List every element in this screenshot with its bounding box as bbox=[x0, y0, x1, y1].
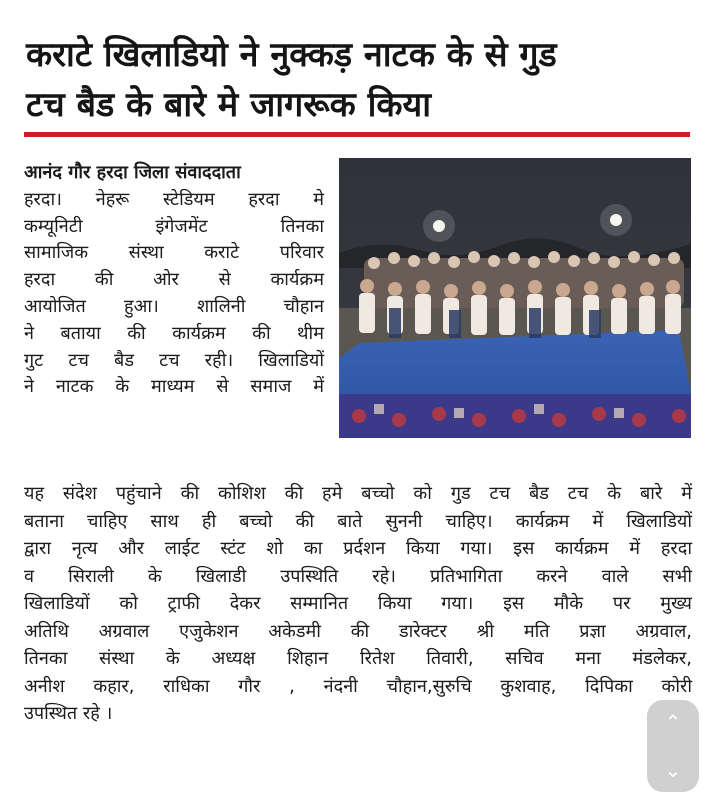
body-line: अनीश कहार, राधिका गौर , नंदनी चौहान,सुरुचि कुशवाह, दिपिका कोरी bbox=[24, 675, 692, 697]
body-line: द्वारा नृत्य और लाईट स्टंट शो का प्रर्दशन किया गया। इस कार्यक्रम में हरदा bbox=[24, 538, 692, 559]
headline-divider bbox=[24, 132, 690, 137]
scroll-handle[interactable] bbox=[647, 700, 699, 792]
body-line: तिनका संस्था के अध्यक्ष शिहान रितेश तिवारी, सचिव मना मंडलेकर, bbox=[24, 648, 692, 669]
body-line: अतिथि अग्रवाल एजुकेशन अकेडमी की डारेक्टर श्री मति प्रज्ञा अग्रवाल, bbox=[24, 620, 692, 642]
headline-line-1: कराटे खिलाडियो ने नुक्कड़ नाटक के से गुड bbox=[26, 35, 557, 75]
body-line: उपस्थित रहे । bbox=[24, 703, 113, 724]
group-photo bbox=[339, 158, 691, 438]
column-line: सामाजिक संस्था कराटे परिवार bbox=[24, 242, 324, 264]
chevron-down-icon[interactable]: ⌄ bbox=[664, 758, 682, 782]
byline: आनंद गौर हरदा जिला संवाददाता bbox=[24, 162, 241, 183]
body-line: यह संदेश पहुंचाने की कोशिश की हमे बच्चो को गुड टच बैड टच के बारे में bbox=[24, 483, 692, 504]
column-line: गुट टच बैड टच रही। खिलाडियों bbox=[24, 349, 324, 371]
column-line: कम्यूनिटी इंगेजमेंट तिनका bbox=[24, 215, 324, 237]
column-line: ने नाटक के माध्यम से समाज में bbox=[24, 376, 324, 398]
group-photo-icon bbox=[339, 158, 691, 438]
headline bbox=[26, 30, 686, 130]
body-line: खिलाडियों को ट्राफी देकर सम्मानित किया गया। इस मौके पर मुख्य bbox=[24, 593, 692, 614]
column-line: हरदा। नेहरू स्टेडियम हरदा मे bbox=[24, 188, 324, 210]
body-line: बताना चाहिए साथ ही बच्चो की बाते सुननी चाहिए। कार्यक्रम में खिलाडियों bbox=[24, 510, 692, 532]
chevron-up-icon[interactable]: ⌃ bbox=[664, 710, 682, 734]
body-line: व सिराली के खिलाडी उपस्थिति रहे। प्रतिभागिता करने वाले सभी bbox=[24, 565, 692, 587]
column-line: आयोजित हुआ। शालिनी चौहान bbox=[24, 295, 324, 317]
column-line: ने बताया की कार्यक्रम की थीम bbox=[24, 322, 324, 344]
article-column bbox=[24, 160, 324, 401]
column-line: हरदा की ओर से कार्यक्रम bbox=[24, 269, 324, 291]
headline-line-2: टच बैड के बारे मे जागरूक किया bbox=[26, 85, 432, 125]
article-body bbox=[24, 480, 692, 728]
